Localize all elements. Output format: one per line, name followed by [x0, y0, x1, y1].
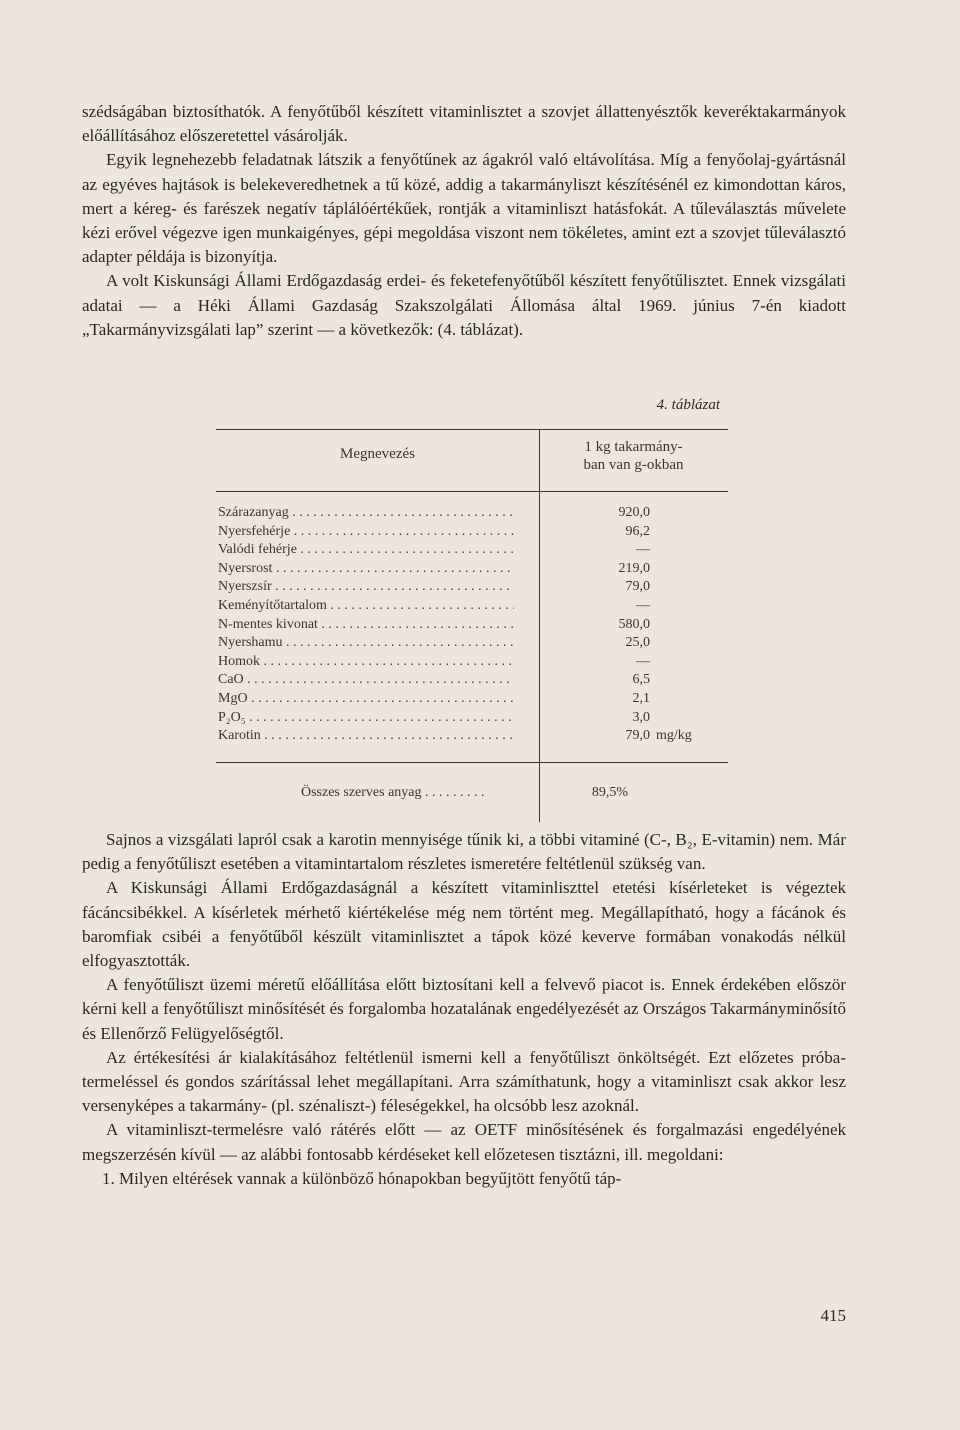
paragraph: A Kiskunsági Állami Erdőgazdaságnál a készített vitaminliszttel etetési kísérleteket is végeztek fácáncsibékkel. A kísérletek mérhető kiértékelése még nem történt meg. Megállapítható, hogy a fácánok és baromfiak csibéi a fenyőtűből készült vitaminlisztet a tápok közé keverve formában vonakodás nélkül elfogyasztották.	[82, 878, 846, 971]
row-name: Keményítőtartalom . . .	[218, 597, 514, 616]
row-value: —	[636, 653, 650, 669]
page-number: 415	[820, 1306, 846, 1325]
table-header-value-line2: ban van g-okban	[583, 457, 684, 473]
row-name: Valódi fehérje . . .	[218, 541, 514, 560]
list-item: 1. Milyen eltérések vannak a különböző hónapokban begyűjtött fenyőtű táp-	[102, 1168, 622, 1188]
table-header-value	[539, 438, 728, 474]
table-total-row	[216, 784, 728, 803]
row-value: —	[636, 597, 650, 613]
table-row	[216, 727, 728, 746]
table-row	[216, 634, 728, 653]
table-row	[216, 616, 728, 635]
row-name: Nyersrost . . .	[218, 560, 514, 579]
row-value: 79,0	[625, 728, 650, 744]
row-value: 3,0	[632, 709, 650, 725]
paragraph: Egyik legnehezebb feladatnak látszik a fenyőtűnek az ágakról való eltávolítása. Míg a fenyőolaj-gyártásnál az egyéves hajtások is belekeveredhetnek a tű közé, addig a takarmányliszt készítésénél ez kimondottan káros, mert a kéreg- és farészek negatív táplálóértékűek, rontják a vitaminliszt hatásfokát. A tűleválasztás művelete kézi erővel végezve igen munkaigényes, gépi megoldása viszont nem tökéletes, amint ezt a szovjet tűleválasztó adapter példája is bizonyítja.	[82, 150, 846, 267]
paragraph: A fenyőtűliszt üzemi méretű előállítása előtt biztosítani kell a felvevő piacot is. Ennek érdekében először kérni kell a fenyőtűliszt minősítését és forgalomba hozatalának engedélyezését az Országos Takarmányminősítő és Ellenőrző Felügyelőségtől.	[82, 975, 846, 1043]
row-value: 25,0	[625, 635, 650, 651]
row-value: —	[636, 542, 650, 558]
table-header-value-line1: 1 kg takarmány-	[584, 439, 683, 455]
table-row	[216, 709, 728, 728]
paragraph: A volt Kiskunsági Állami Erdőgazdaság erdei- és feketefenyőtűből készített fenyőtűlisztet. Ennek vizsgálati adatai — a Héki Állami Gazdaság Szakszolgálati Állomása által 1969. június 7-én kiadott „Takarmányvizsgálati lap” szerint — a következők: (4. táblázat).	[82, 271, 846, 339]
row-value: 6,5	[632, 672, 650, 688]
paragraph: szédságában biztosíthatók. A fenyőtűből készített vitaminlisztet a szovjet állattenyésztők keveréktakarmányok előállításához előszeretettel vásárolják.	[82, 102, 846, 146]
total-value: 89,5%	[591, 785, 629, 800]
table-row	[216, 504, 728, 523]
table-header-name: Megnevezés	[340, 446, 415, 462]
row-value: 2,1	[632, 690, 650, 706]
row-value: 920,0	[618, 505, 650, 520]
row-name: Nyerszsír . . .	[218, 578, 514, 597]
row-name: P₂O₅ . . .	[218, 709, 514, 728]
row-value: 79,0	[625, 579, 650, 595]
table-row	[216, 578, 728, 597]
table-row	[216, 523, 728, 542]
table-row	[216, 653, 728, 672]
table-body	[216, 504, 728, 746]
row-name: Nyersfehérje . . .	[218, 523, 514, 542]
row-value: 219,0	[618, 560, 650, 576]
row-name: MgO . . .	[218, 690, 514, 709]
paragraph: Az értékesítési ár kialakításához feltétlenül ismerni kell a fenyőtűliszt önköltségét. Ezt előzetes próba-termeléssel és gondos szárítással lehet megállapítani. Arra számíthatunk, hogy a vitaminliszt csak akkor lesz versenyképes a takarmány- (pl. szénaliszt-) féleségekkel, ha olcsóbb lesz azoknál.	[82, 1047, 846, 1116]
table-row	[216, 671, 728, 690]
total-name: Összes szerves anyag . . .	[301, 784, 513, 803]
row-value: 580,0	[618, 616, 650, 632]
table-row	[216, 560, 728, 579]
row-name: Karotin . . .	[218, 727, 514, 746]
text-block-bottom	[82, 828, 846, 1191]
row-value: 96,2	[625, 523, 650, 539]
data-table	[216, 420, 728, 822]
paragraph: Sajnos a vizsgálati lapról csak a karotin mennyisége tűnik ki, a többi vitaminé (C-, B₂, E-vitamin) nem. Már pedig a fenyőtűliszt esetében a vitamintartalom részletes ismeretére feltétlenül szükség van.	[82, 830, 846, 874]
table-rule-body	[216, 762, 728, 763]
table-rule-header	[216, 491, 728, 492]
row-name: N-mentes kivonat . . .	[218, 616, 514, 635]
row-name: Nyershamu . . .	[218, 634, 514, 653]
table-rule-top	[216, 429, 728, 430]
paragraph: A vitaminliszt-termelésre való rátérés előtt — az OETF minősítésének és forgalmazási engedélyének megszerzésén kívül — az alábbi fontosabb kérdéseket kell előzetesen tisztázni, ill. megoldani:	[82, 1120, 846, 1164]
table-row	[216, 690, 728, 709]
row-name: CaO . . .	[218, 671, 514, 690]
text-block-top	[82, 100, 846, 342]
table-caption: 4. táblázat	[656, 397, 720, 413]
table-row	[216, 541, 728, 560]
row-unit: mg/kg	[656, 728, 692, 744]
row-name: Homok . . .	[218, 653, 514, 672]
row-name: Szárazanyag . . .	[218, 504, 514, 523]
table-row	[216, 597, 728, 616]
